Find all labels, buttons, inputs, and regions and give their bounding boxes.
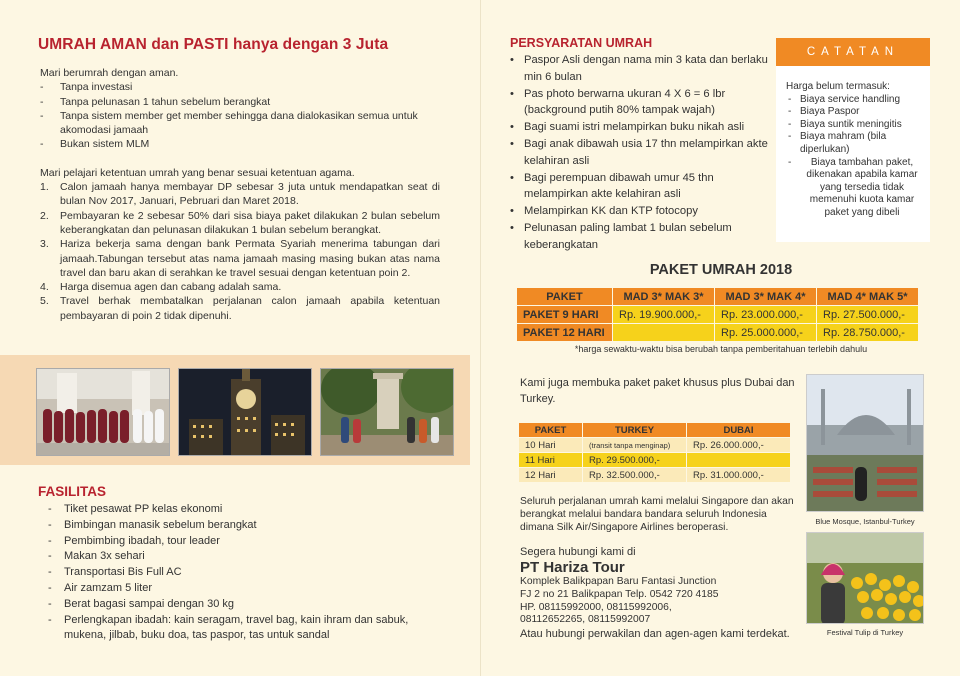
requirements-title: PERSYARATAN UMRAH	[510, 36, 653, 50]
photo-caption: Festival Tulip di Turkey	[826, 628, 904, 637]
catatan-lead: Harga belum termasuk:	[786, 81, 890, 92]
photo-clock-tower	[178, 368, 312, 456]
photo-blue-mosque	[806, 374, 924, 512]
intro-point: - Tanpa pelunasan 1 tahun sebelum berangkat	[40, 95, 440, 109]
rule-item: 5. Travel berhak membatalkan perjalanan calon jamaah apabila ketentuan pembayaran di poin 2 tidak dipenuhi.	[40, 295, 440, 322]
table-header: DUBAI	[687, 423, 791, 438]
photo-caption: Blue Mosque, Istanbul-Turkey	[815, 517, 915, 526]
table-cell: (transit tanpa menginap)	[583, 438, 687, 453]
table-cell	[613, 324, 715, 342]
intro-section	[40, 66, 440, 323]
table-cell: Rp. 28.750.000,-	[817, 324, 919, 342]
table-cell: 12 Hari	[519, 468, 583, 483]
special-price-table	[518, 422, 791, 483]
table-cell: Rp. 19.900.000,-	[613, 306, 715, 324]
fasilitas-item: - Air zamzam 5 liter	[48, 581, 448, 597]
fasilitas-list	[48, 502, 448, 644]
rule-item: 3. Hariza bekerja sama dengan bank Permata Syariah menerima tabungan dari jamaah.Tabungan tersebut atas nama jamaah masing masing bukan atas nama travel dan baru akan di serahkan ke travel sesuai dengan ketentuan poin 2.	[40, 238, 440, 279]
fasilitas-item: - Perlengkapan ibadah: kain seragam, travel bag, kain ihram dan sabuk, mukena, jilbab, buku doa, tas paspor, tas untuk sandal	[48, 613, 448, 645]
requirement-item: • Bagi perempuan dibawah umur 45 thn melampirkan akte kelahiran asli	[510, 170, 770, 203]
requirement-item: • Bagi anak dibawah usia 17 thn melampirkan akte kelahiran asli	[510, 136, 770, 169]
photo-pilgrims-group	[36, 368, 170, 456]
catatan-body	[786, 81, 924, 220]
fasilitas-item: - Tiket pesawat PP kelas ekonomi	[48, 502, 448, 518]
paket-title: PAKET UMRAH 2018	[649, 262, 793, 278]
table-cell: Rp. 29.500.000,-	[583, 453, 687, 468]
intro-point: - Tanpa sistem member get member sehingga dana dialokasikan semua untuk akomodasi jamaah	[40, 109, 440, 138]
main-title: UMRAH AMAN dan PASTI hanya dengan 3 Juta	[38, 36, 389, 53]
rule-item: 2. Pembayaran ke 2 sebesar 50% dari sisa biaya paket dilakukan 2 bulan sebelum keberangkatan dan pelunasan dilakukan 1 bulan sebelum berangkat.	[40, 209, 440, 236]
page-fold	[480, 0, 481, 676]
requirements-list	[510, 52, 770, 254]
contact-lead: Segera hubungi kami di	[520, 546, 636, 558]
fasilitas-item: - Makan 3x sehari	[48, 549, 448, 565]
intro-point: - Tanpa investasi	[40, 80, 440, 94]
table-row	[517, 324, 919, 342]
requirement-item: • Bagi suami istri melampirkan buku nikah asli	[510, 119, 770, 136]
address-line: Komplek Balikpapan Baru Fantasi Junction	[520, 576, 717, 587]
table-cell: Rp. 23.000.000,-	[715, 306, 817, 324]
paket-note: *harga sewaktu-waktu bisa berubah tanpa pemberitahuan terlebih dahulu	[574, 344, 868, 354]
rule-item: 1. Calon jamaah hanya membayar DP sebesar 3 juta untuk mendapatkan seat di bulan Nov 2017, Januari, Pebruari dan Maret 2018.	[40, 181, 440, 208]
intro-lead: Mari berumrah dengan aman.	[40, 67, 179, 79]
requirement-item: • Paspor Asli dengan nama min 3 kata dan berlaku min 6 bulan	[510, 52, 770, 85]
fasilitas-item: - Bimbingan manasik sebelum berangkat	[48, 518, 448, 534]
table-cell: 10 Hari	[519, 438, 583, 453]
route-info-text: Seluruh perjalanan umrah kami melalui Singapore dan akan berangkat melalui bandara bandara seluruh Indonesia dimana Silk Air/Singapore Airlines beroperasi.	[520, 496, 794, 533]
table-cell	[687, 453, 791, 468]
table-cell: PAKET 9 HARI	[517, 306, 613, 324]
requirement-item: • Pelunasan paling lambat 1 bulan sebelum keberangkatan	[510, 220, 770, 253]
table-header: MAD 4* MAK 5*	[817, 288, 919, 306]
catatan-header: CATATAN	[776, 38, 930, 66]
table-header-row	[517, 288, 919, 306]
catatan-item: - Biaya tambahan paket, dikenakan apabila kamar yang tersedia tidak memenuhi kuota kamar paket yang dibeli	[786, 157, 924, 220]
table-row	[519, 453, 791, 468]
catatan-item: - Biaya suntik meningitis	[786, 119, 924, 132]
intro-points	[40, 80, 440, 151]
catatan-item: - Biaya Paspor	[786, 106, 924, 119]
table-cell: PAKET 12 HARI	[517, 324, 613, 342]
fasilitas-title: FASILITAS	[38, 484, 107, 499]
company-name: PT Hariza Tour	[520, 559, 625, 576]
table-cell: Rp. 31.000.000,-	[687, 468, 791, 483]
closing-text: Atau hubungi perwakilan dan agen-agen kami terdekat.	[520, 628, 790, 640]
table-cell: 11 Hari	[519, 453, 583, 468]
intro-point: - Bukan sistem MLM	[40, 137, 440, 151]
table-row	[517, 306, 919, 324]
rules-list	[40, 180, 440, 323]
rule-item: 4. Harga disemua agen dan cabang adalah sama.	[40, 281, 282, 294]
fasilitas-item: - Pembimbing ibadah, tour leader	[48, 534, 448, 550]
photo-tulip-festival	[806, 532, 924, 624]
photo-group-monument	[320, 368, 454, 456]
address-line: FJ 2 no 21 Balikpapan Telp. 0542 720 4185	[520, 588, 719, 600]
table-header: PAKET	[517, 288, 613, 306]
catatan-item: - Biaya service handling	[786, 94, 924, 107]
table-cell: Rp. 26.000.000,-	[687, 438, 791, 453]
catatan-list	[786, 94, 924, 220]
fasilitas-item: - Transportasi Bis Full AC	[48, 565, 448, 581]
rules-lead: Mari pelajari ketentuan umrah yang benar sesuai ketentuan agama.	[40, 166, 355, 179]
requirement-item: • Pas photo berwarna ukuran 4 X 6 = 6 lbr (background putih 80% tampak wajah)	[510, 86, 770, 119]
catatan-item: - Biaya mahram (bila diperlukan)	[786, 131, 924, 156]
table-header: MAD 3* MAK 4*	[715, 288, 817, 306]
table-row	[519, 438, 791, 453]
fasilitas-item: - Berat bagasi sampai dengan 30 kg	[48, 597, 448, 613]
table-row	[519, 468, 791, 483]
table-header: PAKET	[519, 423, 583, 438]
table-header: MAD 3* MAK 3*	[613, 288, 715, 306]
address-line: HP. 08115992000, 08115992006,	[520, 601, 672, 613]
table-cell: Rp. 25.000.000,-	[715, 324, 817, 342]
table-header: TURKEY	[583, 423, 687, 438]
company-address	[520, 576, 780, 627]
requirement-item: • Melampirkan KK dan KTP fotocopy	[510, 203, 770, 220]
special-package-text: Kami juga membuka paket paket khusus plus Dubai dan Turkey.	[520, 377, 795, 405]
address-line: 08112652265, 08115992007	[520, 614, 651, 626]
table-cell: Rp. 27.500.000,-	[817, 306, 919, 324]
table-header-row	[519, 423, 791, 438]
paket-price-table	[516, 287, 919, 342]
table-cell: Rp. 32.500.000,-	[583, 468, 687, 483]
